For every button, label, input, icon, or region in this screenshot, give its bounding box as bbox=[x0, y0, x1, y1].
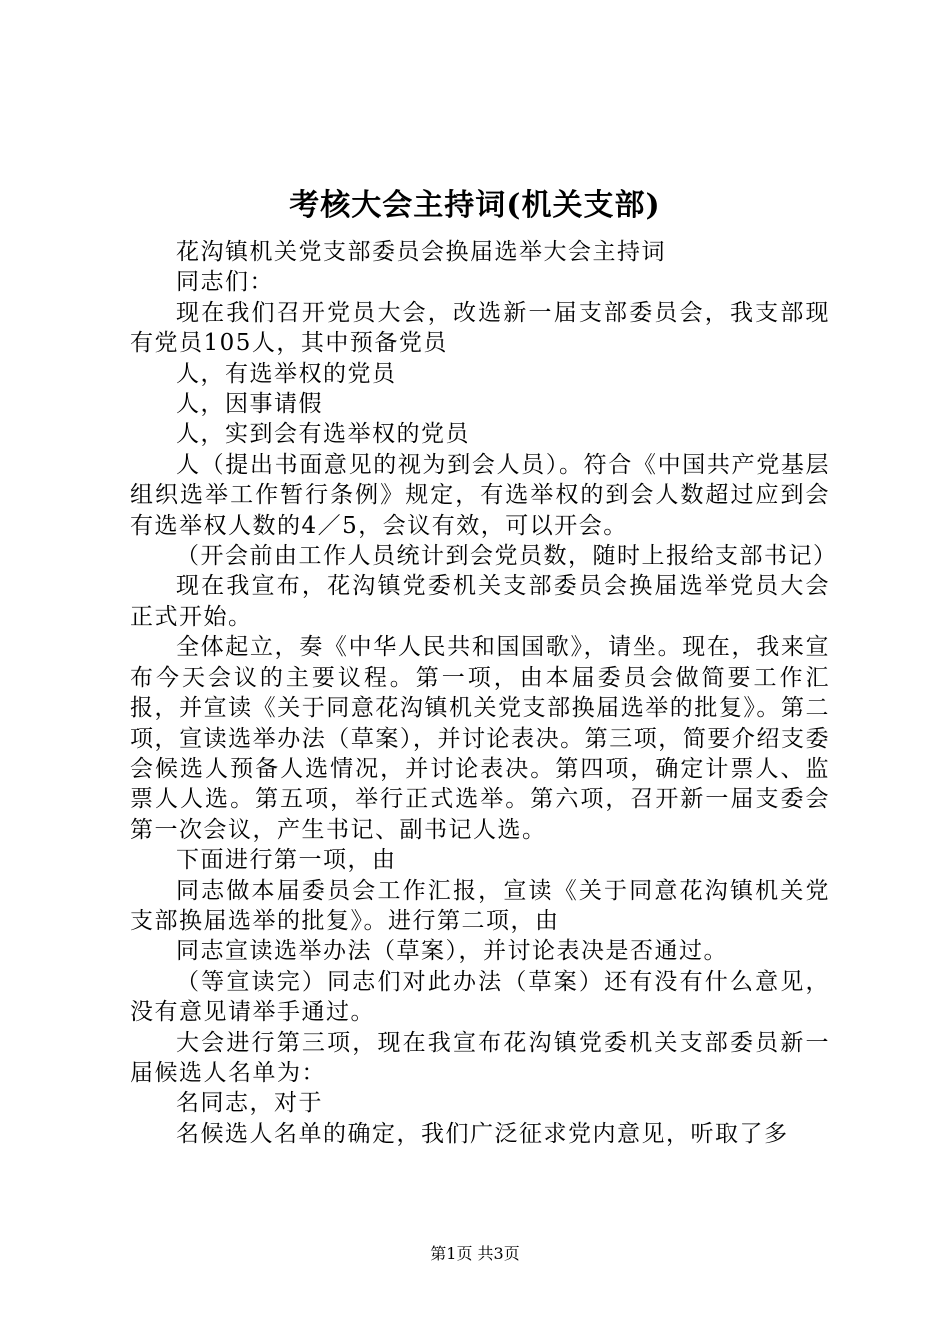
paragraph: 人，实到会有选举权的党员 bbox=[176, 421, 470, 448]
paragraph: （开会前由工作人员统计到会党员数，随时上报给支部书记） bbox=[176, 543, 838, 570]
paragraph: 下面进行第一项，由 bbox=[176, 847, 397, 874]
paragraph: （等宣读完）同志们对此办法（草案）还有没有什么意见，没有意见请举手通过。 bbox=[130, 968, 830, 1026]
paragraph: 大会进行第三项，现在我宣布花沟镇党委机关支部委员新一届候选人名单为： bbox=[130, 1029, 830, 1086]
paragraph: 同志宣读选举办法（草案），并讨论表决是否通过。 bbox=[176, 938, 728, 965]
paragraph: 现在我们召开党员大会，改选新一届支部委员会，我支部现有党员105人，其中预备党员 bbox=[130, 299, 830, 357]
paragraph: 名同志，对于 bbox=[176, 1090, 323, 1117]
document-title: 考核大会主持词(机关支部) bbox=[289, 188, 661, 223]
paragraph: 全体起立，奏《中华人民共和国国歌》，请坐。现在，我来宣布今天会议的主要议程。第一项，由本届委员会做简要工作汇报，并宣读《关于同意花沟镇机关党支部换届选举的批复》。第二项，宣读选举办法（草案），并讨论表决。第三项，简要介绍支委会候选人预备人选情况，并讨论表决。第四项，确定计票人、监票人人选。第五项，举行正式选举。第六项，召开新一届支委会第一次会议，产生书记、副书记人选。 bbox=[130, 634, 830, 843]
paragraph: 人，有选举权的党员 bbox=[176, 360, 397, 387]
paragraph: 人（提出书面意见的视为到会人员）。符合《中国共产党基层组织选举工作暂行条例》规定，有选举权的到会人数超过应到会有选举权人数的4／5，会议有效，可以开会。 bbox=[130, 451, 830, 539]
paragraph: 现在我宣布，花沟镇党委机关支部委员会换届选举党员大会正式开始。 bbox=[130, 573, 830, 630]
paragraph: 同志做本届委员会工作汇报，宣读《关于同意花沟镇机关党支部换届选举的批复》。进行第二项，由 bbox=[130, 877, 830, 934]
paragraph: 名候选人名单的确定，我们广泛征求党内意见，听取了多 bbox=[176, 1120, 789, 1147]
page-footer: 第1页 共3页 bbox=[430, 1244, 520, 1263]
document-body bbox=[130, 237, 838, 1149]
paragraph: 同志们： bbox=[176, 269, 274, 296]
paragraph: 人，因事请假 bbox=[176, 391, 323, 418]
paragraph: 花沟镇机关党支部委员会换届选举大会主持词 bbox=[176, 239, 666, 265]
